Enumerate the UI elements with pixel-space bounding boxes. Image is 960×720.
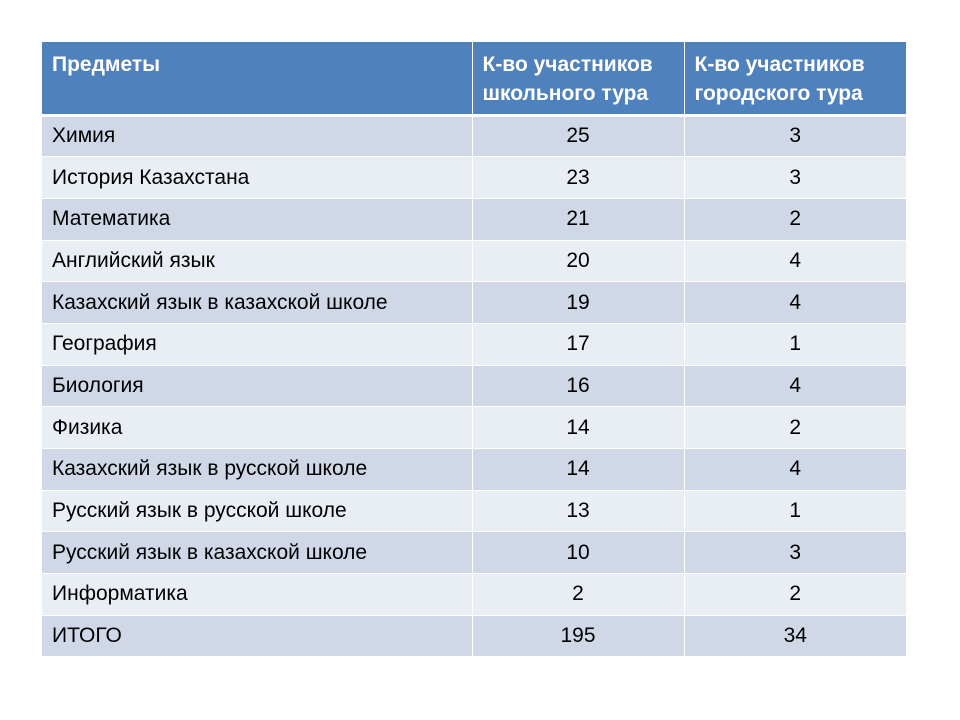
school-count-cell: 13 — [472, 490, 684, 532]
city-count-cell: 2 — [684, 407, 906, 449]
subject-cell: Английский язык — [42, 240, 472, 282]
school-count-cell: 14 — [472, 407, 684, 449]
total-city-cell: 34 — [684, 615, 906, 657]
city-count-cell: 4 — [684, 449, 906, 491]
table-row — [42, 407, 906, 449]
subject-cell: Химия — [42, 115, 472, 157]
subject-cell: Казахский язык в казахской школе — [42, 282, 472, 324]
header-school-round: К-во участников школьного тура — [472, 42, 684, 115]
city-count-cell: 4 — [684, 282, 906, 324]
city-count-cell: 4 — [684, 240, 906, 282]
school-count-cell: 23 — [472, 157, 684, 199]
city-count-cell: 4 — [684, 365, 906, 407]
school-count-cell: 20 — [472, 240, 684, 282]
school-count-cell: 2 — [472, 574, 684, 616]
city-count-cell: 3 — [684, 157, 906, 199]
total-row — [42, 615, 906, 657]
table-row — [42, 115, 906, 157]
table-body — [42, 115, 906, 657]
subject-cell: География — [42, 323, 472, 365]
table-row — [42, 157, 906, 199]
city-count-cell: 3 — [684, 115, 906, 157]
participants-table — [42, 42, 906, 657]
table-row — [42, 282, 906, 324]
subject-cell: Биология — [42, 365, 472, 407]
table-row — [42, 323, 906, 365]
table-row — [42, 198, 906, 240]
subject-cell: История Казахстана — [42, 157, 472, 199]
table-row — [42, 449, 906, 491]
total-school-cell: 195 — [472, 615, 684, 657]
school-count-cell: 25 — [472, 115, 684, 157]
total-label-cell: ИТОГО — [42, 615, 472, 657]
city-count-cell: 2 — [684, 198, 906, 240]
city-count-cell: 3 — [684, 532, 906, 574]
city-count-cell: 1 — [684, 323, 906, 365]
table-row — [42, 574, 906, 616]
table-row — [42, 240, 906, 282]
header-row — [42, 42, 906, 115]
header-city-round: К-во участников городского тура — [684, 42, 906, 115]
subject-cell: Математика — [42, 198, 472, 240]
subject-cell: Физика — [42, 407, 472, 449]
subject-cell: Информатика — [42, 574, 472, 616]
school-count-cell: 21 — [472, 198, 684, 240]
school-count-cell: 10 — [472, 532, 684, 574]
school-count-cell: 16 — [472, 365, 684, 407]
table-row — [42, 365, 906, 407]
subject-cell: Казахский язык в русской школе — [42, 449, 472, 491]
header-subjects: Предметы — [42, 42, 472, 115]
city-count-cell: 1 — [684, 490, 906, 532]
school-count-cell: 19 — [472, 282, 684, 324]
table-row — [42, 532, 906, 574]
table-header — [42, 42, 906, 115]
school-count-cell: 14 — [472, 449, 684, 491]
subject-cell: Русский язык в казахской школе — [42, 532, 472, 574]
city-count-cell: 2 — [684, 574, 906, 616]
table-row — [42, 490, 906, 532]
subject-cell: Русский язык в русской школе — [42, 490, 472, 532]
school-count-cell: 17 — [472, 323, 684, 365]
